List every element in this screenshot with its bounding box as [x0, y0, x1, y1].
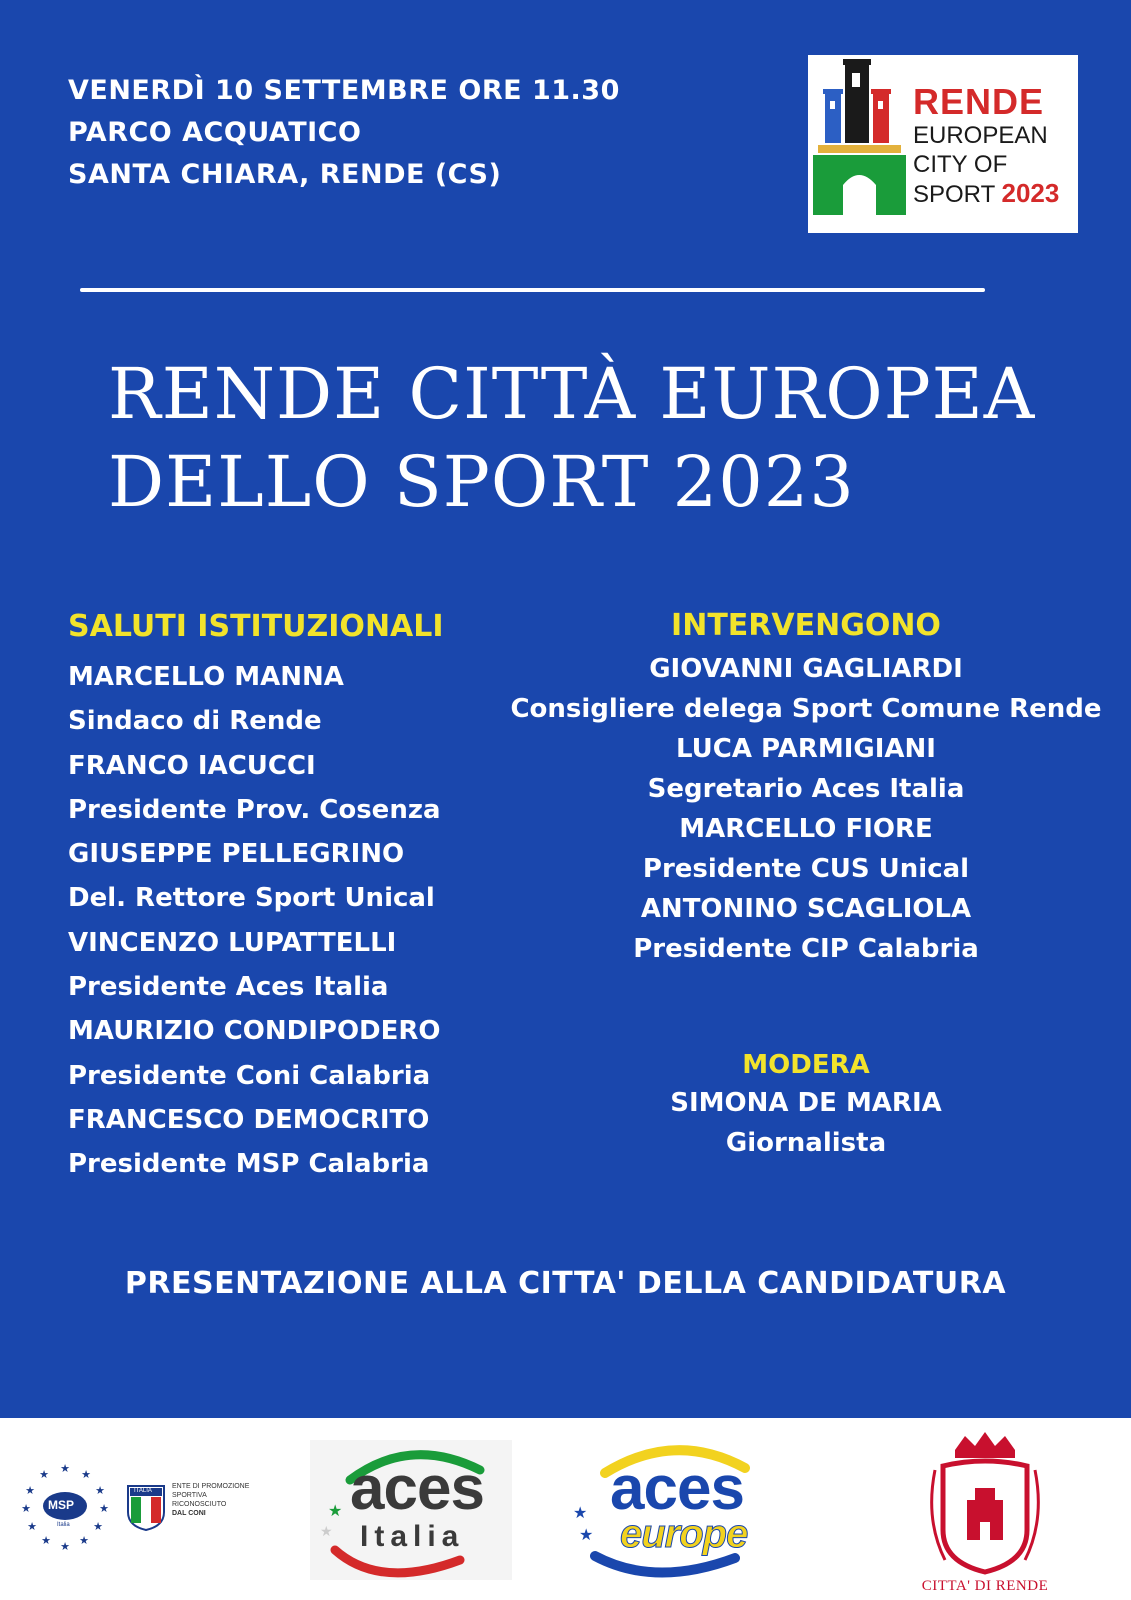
coni-text-line: RICONOSCIUTO [172, 1501, 227, 1508]
event-info [68, 70, 620, 196]
svg-text:★: ★ [79, 1534, 89, 1547]
svg-text:★: ★ [573, 1503, 588, 1522]
logo-sport-line [913, 179, 1059, 209]
aces-europe-logo [565, 1438, 785, 1583]
intervengono-entry: MARCELLO FIORE [679, 814, 933, 844]
saluti-entry: GIUSEPPE PELLEGRINO [68, 839, 405, 870]
citta-di-rende-label: CITTA' DI RENDE [921, 1578, 1049, 1594]
saluti-column [68, 603, 488, 1187]
tower-castle-icon [808, 55, 918, 233]
coni-text-line: SPORTIVA [172, 1492, 207, 1499]
svg-text:★: ★ [81, 1468, 91, 1481]
saluti-entry: Del. Rettore Sport Unical [68, 883, 435, 914]
sponsor-footer [0, 1418, 1131, 1600]
svg-text:★: ★ [320, 1524, 333, 1540]
intervengono-entry: LUCA PARMIGIANI [676, 734, 936, 764]
intervengono-entry: Consigliere delega Sport Comune Rende [510, 694, 1102, 724]
modera-name: SIMONA DE MARIA [670, 1088, 942, 1118]
svg-text:★: ★ [60, 1540, 70, 1550]
aces-italia-sub: Italia [360, 1520, 465, 1553]
aces-italia-logo [310, 1440, 512, 1580]
intervengono-heading: INTERVENGONO [671, 608, 941, 643]
modera-section [500, 1047, 1112, 1163]
svg-text:★: ★ [93, 1520, 103, 1533]
coni-recognition-text [172, 1482, 249, 1518]
coni-recognition-logo [126, 1478, 266, 1548]
saluti-entry: Presidente Prov. Cosenza [68, 794, 441, 825]
logo-year: 2023 [1001, 178, 1060, 208]
svg-text:★: ★ [41, 1534, 51, 1547]
intervengono-entry: ANTONINO SCAGLIOLA [640, 894, 972, 924]
citta-di-rende-crest [895, 1430, 1075, 1598]
event-date-time: VENERDÌ 10 SETTEMBRE ORE 11.30 [68, 75, 620, 106]
saluti-entry: VINCENZO LUPATTELLI [68, 927, 397, 958]
svg-text:★: ★ [39, 1468, 49, 1481]
coni-flag-label: ITALIA [134, 1488, 152, 1494]
event-venue: PARCO ACQUATICO [68, 117, 362, 148]
logo-text [913, 83, 1059, 209]
logo-sport: SPORT [913, 181, 995, 208]
rende-european-city-logo [808, 55, 1078, 233]
svg-text:★: ★ [25, 1484, 35, 1497]
italy-shield-icon [126, 1478, 166, 1532]
msp-italia-logo [20, 1460, 110, 1550]
intervengono-entry: GIOVANNI GAGLIARDI [649, 654, 963, 684]
svg-text:★: ★ [328, 1501, 343, 1520]
rende-crest-icon [895, 1430, 1075, 1578]
logo-rende: RENDE [913, 81, 1045, 122]
saluti-heading: SALUTI ISTITUZIONALI [68, 609, 444, 644]
event-location: SANTA CHIARA, RENDE (CS) [68, 159, 502, 190]
svg-text:★: ★ [21, 1502, 31, 1515]
main-title-line2: DELLO SPORT 2023 [108, 441, 855, 523]
svg-text:★: ★ [60, 1462, 70, 1475]
main-title-line1: RENDE CITTÀ EUROPEA [108, 353, 1036, 435]
saluti-entry: Presidente MSP Calabria [68, 1149, 430, 1180]
saluti-entry: FRANCESCO DEMOCRITO [68, 1104, 430, 1135]
aces-europe-sub: europe [620, 1512, 748, 1556]
svg-text:★: ★ [27, 1520, 37, 1533]
svg-text:★: ★ [95, 1484, 105, 1497]
saluti-entry: Presidente Aces Italia [68, 972, 389, 1003]
intervengono-entry: Presidente CIP Calabria [633, 934, 979, 964]
msp-logo-sub: Italia [57, 1522, 70, 1528]
aces-europe-word: aces [610, 1454, 744, 1523]
divider-line [80, 288, 985, 292]
svg-text:★: ★ [579, 1525, 594, 1544]
coni-text-line: DAL CONI [172, 1510, 206, 1517]
logo-european: EUROPEAN [913, 122, 1048, 149]
saluti-entry: Sindaco di Rende [68, 706, 322, 737]
intervengono-entry: Presidente CUS Unical [642, 854, 970, 884]
main-title [108, 350, 1035, 526]
candidatura-banner: PRESENTAZIONE ALLA CITTA' DELLA CANDIDATURA [124, 1266, 1007, 1301]
saluti-entry: FRANCO IACUCCI [68, 750, 316, 781]
modera-role: Giornalista [725, 1128, 887, 1158]
aces-italia-word: aces [350, 1454, 484, 1523]
intervengono-column [500, 603, 1112, 969]
saluti-entry: MAURIZIO CONDIPODERO [68, 1016, 441, 1047]
msp-logo-text: MSP [48, 1498, 75, 1512]
svg-text:★: ★ [99, 1502, 109, 1515]
logo-city-of: CITY OF [913, 151, 1008, 178]
coni-text-line: ENTE DI PROMOZIONE [172, 1483, 250, 1490]
modera-heading: MODERA [742, 1050, 870, 1080]
intervengono-entry: Segretario Aces Italia [647, 774, 965, 804]
saluti-entry: MARCELLO MANNA [68, 662, 344, 692]
saluti-entry: Presidente Coni Calabria [68, 1060, 431, 1091]
